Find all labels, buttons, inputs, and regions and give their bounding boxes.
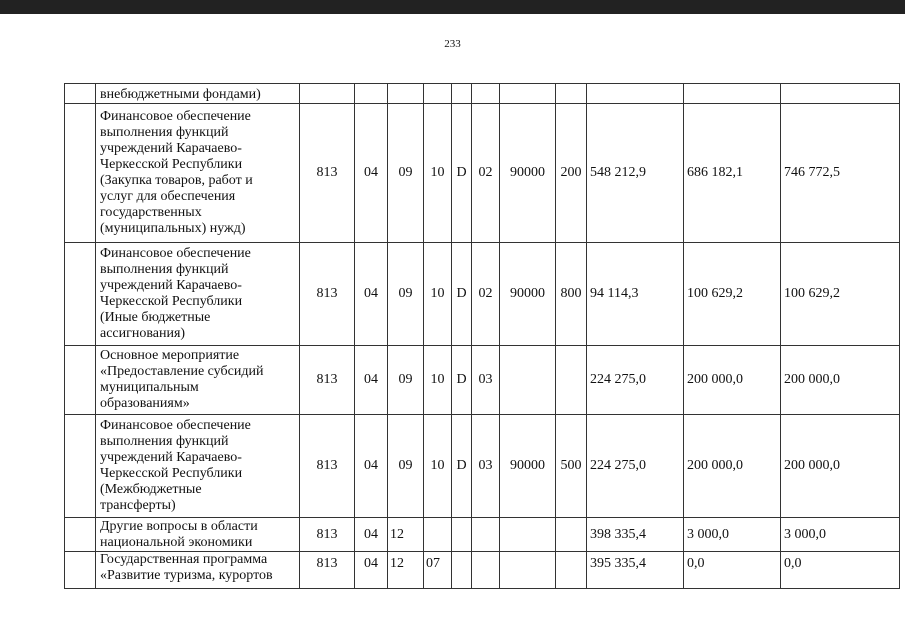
activity-code: 02	[472, 243, 500, 346]
direction-code: 90000	[500, 104, 556, 243]
item-name: внебюджетными фондами)	[96, 84, 300, 104]
subprogram-code: D	[452, 346, 472, 415]
section-code: 04	[355, 518, 388, 552]
amount-year-3: 0,0	[781, 552, 900, 589]
activity-code: 03	[472, 346, 500, 415]
amount-year-3: 3 000,0	[781, 518, 900, 552]
ministry-code: 813	[300, 415, 355, 518]
table-row	[65, 243, 900, 346]
program-code	[424, 518, 452, 552]
table-row	[65, 346, 900, 415]
subprogram-code: D	[452, 104, 472, 243]
subsection-code: 09	[388, 243, 424, 346]
table-row	[65, 104, 900, 243]
amount-year-1: 224 275,0	[587, 346, 684, 415]
blank-cell	[65, 84, 96, 104]
amount-year-3: 746 772,5	[781, 104, 900, 243]
amount-year-1: 395 335,4	[587, 552, 684, 589]
subsection-code: 09	[388, 104, 424, 243]
program-code: 07	[424, 552, 452, 589]
activity-code: 03	[472, 415, 500, 518]
subprogram-code	[452, 518, 472, 552]
amount-year-3	[781, 84, 900, 104]
expense-type-code	[556, 518, 587, 552]
expense-type-code	[556, 552, 587, 589]
subsection-code: 09	[388, 346, 424, 415]
amount-year-2: 0,0	[684, 552, 781, 589]
expense-type-code: 800	[556, 243, 587, 346]
item-name: Финансовое обеспечение выполнения функций учреждений Карачаево- Черкесской Республики (Межбюджетные трансферты)	[96, 415, 300, 518]
section-code: 04	[355, 415, 388, 518]
subprogram-code	[452, 84, 472, 104]
ministry-code: 813	[300, 552, 355, 589]
program-code: 10	[424, 415, 452, 518]
item-name: Государственная программа «Развитие туризма, курортов	[96, 552, 300, 589]
amount-year-2: 200 000,0	[684, 415, 781, 518]
table-row	[65, 415, 900, 518]
item-name: Финансовое обеспечение выполнения функций учреждений Карачаево- Черкесской Республики (Иные бюджетные ассигнования)	[96, 243, 300, 346]
amount-year-2: 200 000,0	[684, 346, 781, 415]
scan-top-edge	[0, 0, 905, 14]
subsection-code: 12	[388, 518, 424, 552]
program-code: 10	[424, 243, 452, 346]
section-code: 04	[355, 243, 388, 346]
blank-cell	[65, 243, 96, 346]
activity-code	[472, 518, 500, 552]
amount-year-2: 3 000,0	[684, 518, 781, 552]
item-name: Другие вопросы в области национальной экономики	[96, 518, 300, 552]
amount-year-3: 200 000,0	[781, 346, 900, 415]
ministry-code: 813	[300, 346, 355, 415]
amount-year-1: 94 114,3	[587, 243, 684, 346]
program-code: 10	[424, 346, 452, 415]
table-row	[65, 552, 900, 589]
subsection-code: 12	[388, 552, 424, 589]
program-code	[424, 84, 452, 104]
direction-code	[500, 346, 556, 415]
amount-year-2: 100 629,2	[684, 243, 781, 346]
direction-code	[500, 84, 556, 104]
amount-year-2: 686 182,1	[684, 104, 781, 243]
subprogram-code: D	[452, 415, 472, 518]
subprogram-code: D	[452, 243, 472, 346]
direction-code: 90000	[500, 243, 556, 346]
expense-type-code: 500	[556, 415, 587, 518]
subprogram-code	[452, 552, 472, 589]
amount-year-2	[684, 84, 781, 104]
activity-code	[472, 552, 500, 589]
subsection-code	[388, 84, 424, 104]
section-code: 04	[355, 104, 388, 243]
amount-year-1	[587, 84, 684, 104]
blank-cell	[65, 415, 96, 518]
page-number: 233	[444, 38, 461, 50]
blank-cell	[65, 518, 96, 552]
direction-code	[500, 518, 556, 552]
program-code: 10	[424, 104, 452, 243]
budget-table	[64, 83, 900, 589]
amount-year-3: 100 629,2	[781, 243, 900, 346]
table-row	[65, 518, 900, 552]
budget-table-body	[65, 84, 900, 589]
amount-year-1: 224 275,0	[587, 415, 684, 518]
item-name: Основное мероприятие «Предоставление субсидий муниципальным образованиям»	[96, 346, 300, 415]
subsection-code: 09	[388, 415, 424, 518]
ministry-code: 813	[300, 518, 355, 552]
item-name: Финансовое обеспечение выполнения функций учреждений Карачаево- Черкесской Республики (Закупка товаров, работ и услуг для обеспечения государственных (муниципальных) нужд)	[96, 104, 300, 243]
amount-year-3: 200 000,0	[781, 415, 900, 518]
direction-code	[500, 552, 556, 589]
blank-cell	[65, 346, 96, 415]
table-row	[65, 84, 900, 104]
activity-code: 02	[472, 104, 500, 243]
section-code: 04	[355, 552, 388, 589]
blank-cell	[65, 104, 96, 243]
amount-year-1: 398 335,4	[587, 518, 684, 552]
expense-type-code	[556, 84, 587, 104]
expense-type-code: 200	[556, 104, 587, 243]
ministry-code: 813	[300, 243, 355, 346]
section-code	[355, 84, 388, 104]
activity-code	[472, 84, 500, 104]
section-code: 04	[355, 346, 388, 415]
ministry-code	[300, 84, 355, 104]
amount-year-1: 548 212,9	[587, 104, 684, 243]
ministry-code: 813	[300, 104, 355, 243]
blank-cell	[65, 552, 96, 589]
expense-type-code	[556, 346, 587, 415]
direction-code: 90000	[500, 415, 556, 518]
